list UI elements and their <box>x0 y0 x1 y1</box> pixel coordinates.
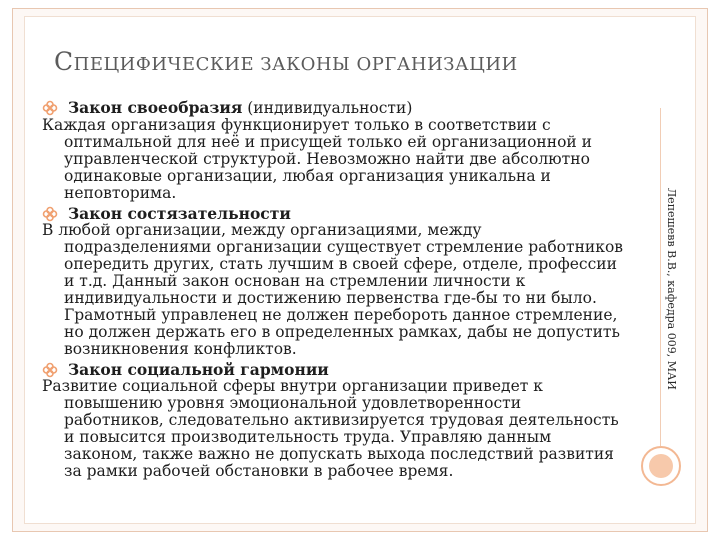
law-heading-1 <box>42 99 622 117</box>
paragraph-line: возникновения конфликтов. <box>64 340 297 358</box>
flower-bullet-icon <box>42 100 58 116</box>
paragraph-line: работников, следовательно активизируется трудовая деятельность <box>64 411 619 429</box>
paragraph-line: одинаковые организации, любая организация уникальна и <box>64 167 551 185</box>
law-heading-3-text: Закон социальной гармонии <box>68 360 329 379</box>
paragraph-line: Грамотный управленец не должен перебороть данное стремление, <box>64 306 618 324</box>
page-title <box>54 47 518 76</box>
paragraph-line: неповторима. <box>64 184 177 202</box>
law-heading-1-extra: (индивидуальности) <box>242 99 413 117</box>
paragraph-line: опередить других, стать лучшим в своей сфере, отделе, профессии <box>64 255 617 273</box>
law-heading-3 <box>42 361 622 378</box>
paragraph-line: Каждая организация функционирует только в соответствии с <box>42 116 551 134</box>
paragraph-line: и повысится производительность труда. Управляю данным <box>64 428 552 446</box>
paragraph-line: и т.д. Данный закон основан на стремлении личности к <box>64 272 526 290</box>
law-paragraph-1 <box>42 117 622 202</box>
slide-content <box>42 96 622 480</box>
decorative-circle <box>641 446 681 486</box>
author-caption: Лепешевв В.В., кафедра 009, МАИ <box>665 188 678 390</box>
paragraph-line: индивидуальности и достижению первенства где-бы то ни было. <box>64 289 597 307</box>
paragraph-line: управленческой структурой. Невозможно найти две абсолютно <box>64 150 590 168</box>
title-rest: ПЕЦИФИЧЕСКИЕ ЗАКОНЫ ОРГАНИЗАЦИИ <box>73 54 518 75</box>
flower-bullet-icon <box>42 206 58 222</box>
paragraph-line: Развитие социальной сферы внутри организации приведет к <box>42 377 543 395</box>
law-paragraph-3 <box>42 378 622 480</box>
paragraph-line: законом, также важно не допускать выхода последствий развития <box>64 445 614 463</box>
title-initial: С <box>54 47 74 76</box>
side-divider <box>660 108 661 446</box>
law-heading-2 <box>42 205 622 222</box>
paragraph-line: В любой организации, между организациями, между <box>42 221 482 239</box>
paragraph-line: повышению уровня эмоциональной удовлетворенности <box>64 394 522 412</box>
law-paragraph-2 <box>42 222 622 358</box>
paragraph-line: за рамки рабочей обстановки в рабочее время. <box>64 462 454 480</box>
paragraph-line: подразделениями организации существует стремление работников <box>64 238 623 256</box>
paragraph-line: но должен держать его в определенных рамках, дабы не допустить <box>64 323 620 341</box>
law-heading-1-text: Закон своеобразия <box>68 98 243 117</box>
flower-bullet-icon <box>42 362 58 378</box>
paragraph-line: оптимальной для неё и присущей только ей организационной и <box>64 133 593 151</box>
law-heading-2-text: Закон состязательности <box>68 204 291 223</box>
